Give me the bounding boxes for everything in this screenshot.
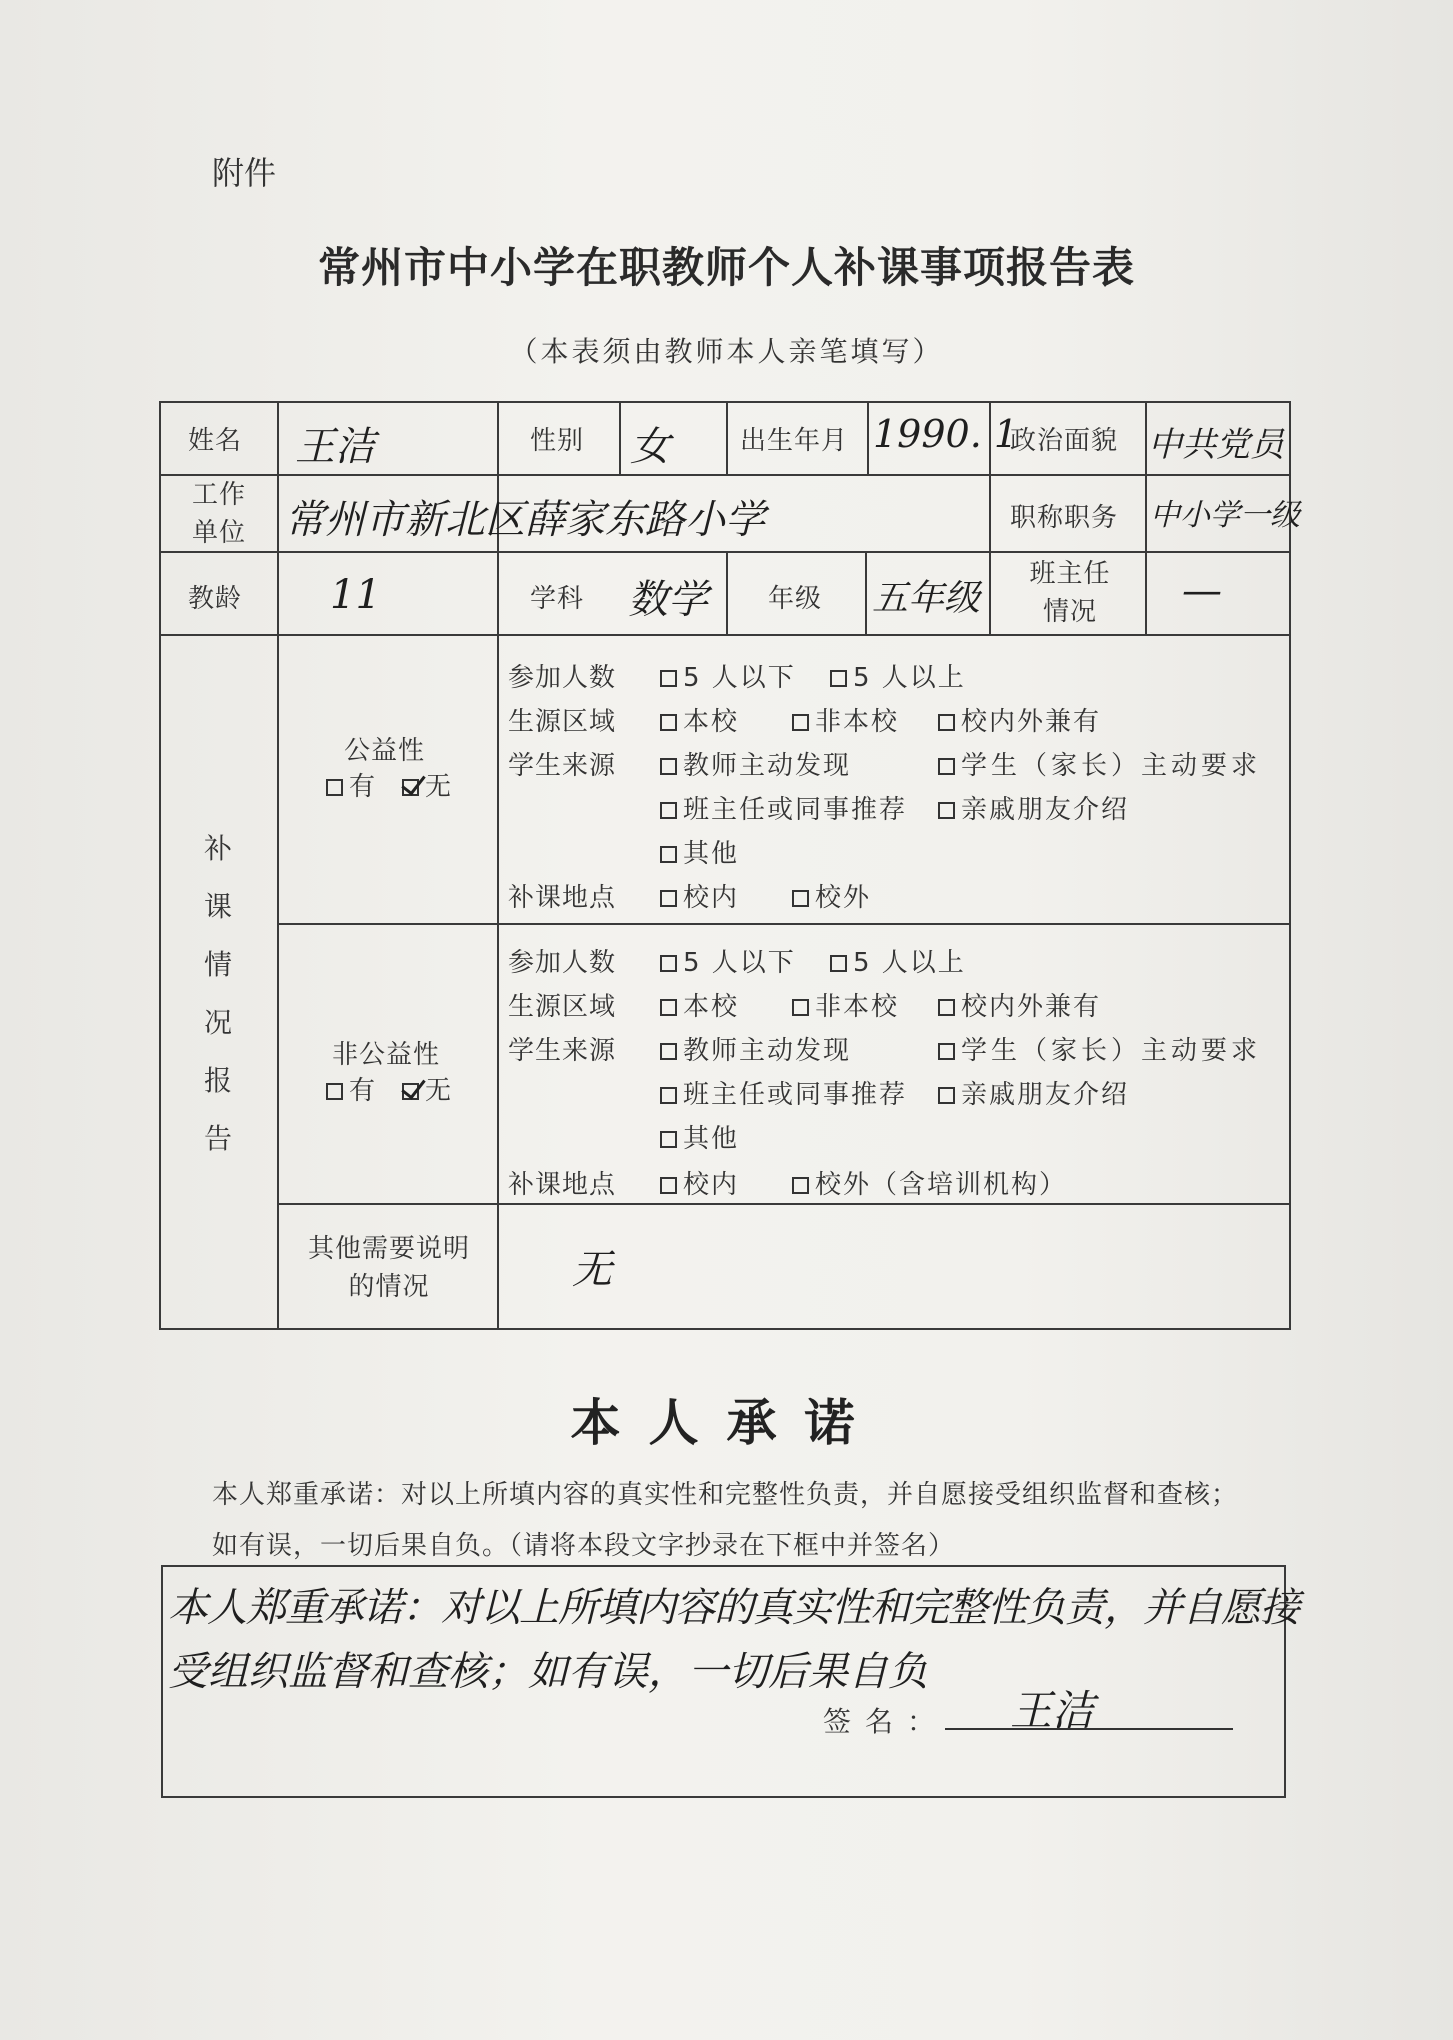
option-label: 本校 — [683, 707, 740, 737]
promise-text: 本人郑重承诺：对以上所填内容的真实性和完整性负责，并自愿接受组织监督和查核；如有误，一切后果自负。（请将本段文字抄录在下框中并签名） — [212, 1480, 1239, 1561]
birth-label: 出生年月 — [740, 426, 849, 456]
checkbox[interactable] — [660, 1043, 677, 1060]
public-label: 公益性 — [344, 736, 426, 766]
nonpublic-source-option[interactable] — [660, 1074, 907, 1111]
option-label: 非本校 — [815, 992, 900, 1022]
public-source-option[interactable] — [938, 789, 1129, 826]
checkbox[interactable] — [660, 846, 677, 863]
public-source-label: 学生来源 — [508, 751, 617, 781]
signature-line — [945, 1728, 1233, 1730]
checkbox[interactable] — [938, 1043, 955, 1060]
title-label: 职称职务 — [1010, 503, 1119, 533]
nonpublic-source-option[interactable] — [660, 1030, 851, 1067]
handwritten-promise-line1: 本人郑重承诺：对以上所填内容的真实性和完整性负责，并自愿接 — [168, 1585, 1299, 1631]
nonpublic-source-option[interactable] — [660, 1118, 739, 1155]
public-participants-option[interactable] — [830, 657, 966, 694]
attachment-label: 附件 — [212, 154, 277, 192]
checkbox[interactable] — [326, 1083, 343, 1100]
birth-value: 1990. 1 — [873, 412, 1019, 456]
checkbox[interactable] — [830, 955, 847, 972]
option-label: 校外 — [815, 883, 872, 913]
public-participants-label: 参加人数 — [508, 663, 617, 693]
checkbox[interactable] — [660, 1087, 677, 1104]
public-region-option[interactable] — [660, 701, 739, 738]
signature-value: 王洁 — [1010, 1686, 1095, 1735]
head-teacher-label-line2: 情况 — [1042, 597, 1097, 627]
checkbox[interactable] — [792, 1177, 809, 1194]
public-participants-option[interactable] — [660, 657, 796, 694]
nonpublic-none-option[interactable] — [402, 1070, 453, 1107]
nonpublic-region-option[interactable] — [660, 986, 739, 1023]
political-label: 政治面貌 — [1010, 426, 1119, 456]
option-label: 无 — [425, 1076, 454, 1106]
option-label: 有 — [349, 772, 378, 802]
nonpublic-region-option[interactable] — [792, 986, 899, 1023]
checkbox[interactable] — [660, 890, 677, 907]
section-label-vertical — [200, 820, 236, 1168]
checkbox[interactable] — [938, 758, 955, 775]
option-label: 校外（含培训机构） — [815, 1170, 1068, 1200]
public-source-option[interactable] — [660, 833, 739, 870]
checkbox[interactable] — [660, 1131, 677, 1148]
other-remarks-label-line1: 其他需要说明 — [307, 1234, 470, 1264]
public-region-label: 生源区域 — [508, 707, 617, 737]
nonpublic-place-label: 补课地点 — [508, 1170, 617, 1200]
option-label: 5 人以下 — [683, 948, 796, 978]
checkbox[interactable] — [792, 999, 809, 1016]
option-label: 5 人以上 — [853, 948, 966, 978]
option-label: 校内 — [683, 1170, 740, 1200]
work-unit-label — [186, 476, 252, 552]
nonpublic-place-option[interactable] — [792, 1164, 1067, 1201]
nonpublic-source-label: 学生来源 — [508, 1036, 617, 1066]
other-remarks-value: 无 — [572, 1247, 612, 1293]
option-label: 教师主动发现 — [683, 751, 852, 781]
public-source-option[interactable] — [660, 745, 851, 782]
checkbox[interactable] — [938, 999, 955, 1016]
option-label: 教师主动发现 — [683, 1036, 852, 1066]
other-remarks-label-line2: 的情况 — [348, 1272, 430, 1302]
work-unit-value: 常州市新北区薛家东路小学 — [285, 497, 765, 543]
section-label-char: 报 — [203, 1064, 232, 1097]
nonpublic-source-option[interactable] — [938, 1030, 1261, 1067]
option-label: 班主任或同事推荐 — [683, 1080, 908, 1110]
option-label: 校内 — [683, 883, 740, 913]
nonpublic-source-option[interactable] — [938, 1074, 1129, 1111]
option-label: 本校 — [683, 992, 740, 1022]
nonpublic-participants-option[interactable] — [830, 942, 966, 979]
checkbox[interactable] — [792, 714, 809, 731]
subject-label: 学科 — [530, 584, 585, 614]
nonpublic-has-option[interactable] — [326, 1070, 377, 1107]
checkbox[interactable] — [660, 758, 677, 775]
public-none-option[interactable] — [402, 766, 453, 803]
option-label: 学生（家长）主动要求 — [961, 751, 1262, 781]
promise-title: 本人承诺 — [570, 1393, 883, 1452]
nonpublic-participants-label: 参加人数 — [508, 948, 617, 978]
section-label-char: 情 — [203, 948, 232, 981]
handwritten-promise-line2: 受组织监督和查核；如有误，一切后果自负 — [168, 1649, 928, 1695]
checkbox[interactable] — [938, 802, 955, 819]
option-label: 亲戚朋友介绍 — [961, 795, 1130, 825]
nonpublic-participants-option[interactable] — [660, 942, 796, 979]
nonpublic-region-label: 生源区域 — [508, 992, 617, 1022]
option-label: 班主任或同事推荐 — [683, 795, 908, 825]
checkbox[interactable] — [660, 955, 677, 972]
work-unit-label-line2: 单位 — [191, 518, 246, 548]
teaching-years-value: 11 — [330, 572, 381, 618]
form-subtitle: （本表须由教师本人亲笔填写） — [509, 335, 944, 368]
option-label: 校内外兼有 — [961, 992, 1102, 1022]
option-label: 校内外兼有 — [961, 707, 1102, 737]
checkbox[interactable] — [326, 779, 343, 796]
work-unit-label-line1: 工作 — [191, 480, 246, 510]
title-value: 中小学一级 — [1150, 498, 1300, 533]
checkbox[interactable] — [660, 999, 677, 1016]
other-remarks-label — [298, 1230, 480, 1306]
checkbox[interactable] — [660, 714, 677, 731]
checkbox-checked[interactable] — [402, 779, 419, 796]
option-label: 亲戚朋友介绍 — [961, 1080, 1130, 1110]
public-region-option[interactable] — [938, 701, 1101, 738]
option-label: 5 人以上 — [853, 663, 966, 693]
option-label: 5 人以下 — [683, 663, 796, 693]
gender-label: 性别 — [530, 426, 585, 456]
public-place-label: 补课地点 — [508, 883, 617, 913]
public-source-option[interactable] — [660, 789, 907, 826]
name-label: 姓名 — [188, 426, 243, 456]
signature-label: 签名： — [823, 1705, 950, 1738]
teaching-years-label: 教龄 — [188, 584, 243, 614]
checkbox-checked[interactable] — [402, 1083, 419, 1100]
nonpublic-label: 非公益性 — [332, 1040, 441, 1070]
grade-value: 五年级 — [872, 578, 981, 619]
head-teacher-label — [1020, 555, 1120, 631]
option-label: 其他 — [683, 839, 740, 869]
political-value: 中共党员 — [1148, 425, 1284, 465]
section-label-char: 况 — [203, 1006, 232, 1039]
public-place-option[interactable] — [792, 877, 871, 914]
gender-value: 女 — [630, 424, 670, 470]
checkbox[interactable] — [660, 670, 677, 687]
name-value: 王洁 — [295, 424, 375, 470]
option-label: 学生（家长）主动要求 — [961, 1036, 1262, 1066]
checkbox[interactable] — [660, 1177, 677, 1194]
grade-label: 年级 — [768, 584, 823, 614]
subject-value: 数学 — [628, 577, 708, 623]
option-label: 有 — [349, 1076, 378, 1106]
option-label: 非本校 — [815, 707, 900, 737]
head-teacher-value: — — [1182, 568, 1222, 614]
section-label-char: 课 — [203, 890, 232, 923]
section-label-char: 告 — [203, 1122, 232, 1155]
head-teacher-label-line1: 班主任 — [1029, 559, 1111, 589]
checkbox[interactable] — [830, 670, 847, 687]
option-label: 无 — [425, 772, 454, 802]
nonpublic-region-option[interactable] — [938, 986, 1101, 1023]
public-region-option[interactable] — [792, 701, 899, 738]
public-source-option[interactable] — [938, 745, 1261, 782]
form-title: 常州市中小学在职教师个人补课事项报告表 — [317, 243, 1135, 292]
section-label-char: 补 — [203, 832, 232, 865]
checkbox[interactable] — [938, 714, 955, 731]
checkbox[interactable] — [660, 802, 677, 819]
option-label: 其他 — [683, 1124, 740, 1154]
public-place-option[interactable] — [660, 877, 739, 914]
checkbox[interactable] — [792, 890, 809, 907]
public-has-option[interactable] — [326, 766, 377, 803]
nonpublic-place-option[interactable] — [660, 1164, 739, 1201]
checkbox[interactable] — [938, 1087, 955, 1104]
